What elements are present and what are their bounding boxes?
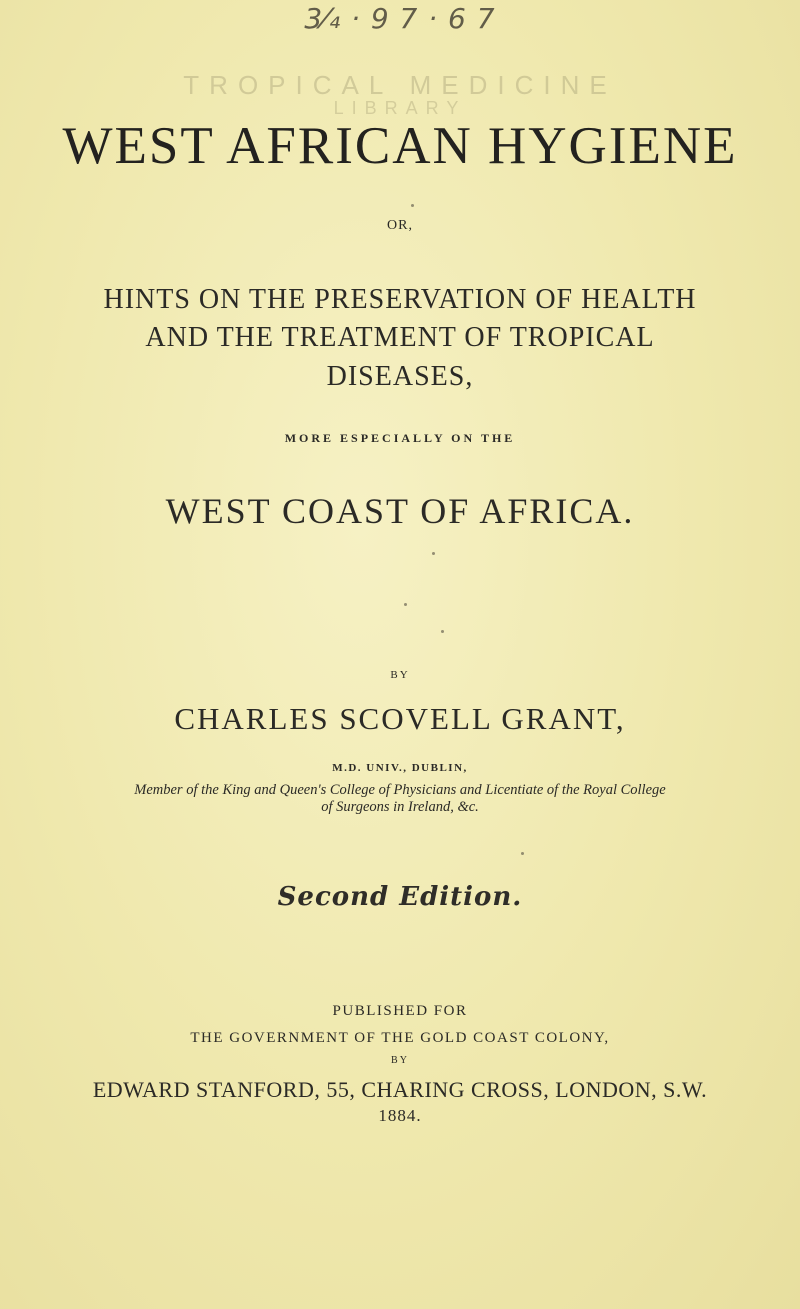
- paper-speck: [521, 852, 524, 855]
- paper-speck: [441, 630, 444, 633]
- book-title: WEST AFRICAN HYGIENE: [62, 117, 738, 175]
- paper-speck: [404, 603, 407, 606]
- more-especially-line: MORE ESPECIALLY ON THE: [284, 431, 516, 445]
- author-credentials-line-2: of Surgeons in Ireland, &c.: [321, 799, 479, 815]
- author-credentials-line-1: Member of the King and Queen's College of Physicians and Licentiate of the Royal College: [134, 782, 666, 798]
- publisher-imprint: EDWARD STANFORD, 55, CHARING CROSS, LONDON, S.W.: [92, 1077, 708, 1102]
- published-for-label: PUBLISHED FOR: [332, 1003, 468, 1019]
- library-stamp: TROPICAL MEDICINE: [183, 70, 617, 100]
- edition-label: Second Edition.: [277, 882, 523, 912]
- or-connector: OR,: [387, 218, 413, 233]
- subtitle-line-2: AND THE TREATMENT OF TROPICAL: [145, 322, 655, 353]
- region-line: WEST COAST OF AFRICA.: [165, 491, 635, 531]
- subtitle-line-3: DISEASES,: [326, 361, 474, 392]
- paper-speck: [411, 204, 414, 207]
- handwritten-shelfmark: 3⁄₄ · 9 7 · 6 7: [304, 2, 496, 35]
- government-line: THE GOVERNMENT OF THE GOLD COAST COLONY,: [190, 1030, 610, 1046]
- author-degrees: M.D. UNIV., DUBLIN,: [332, 762, 468, 774]
- by-author-label: BY: [390, 669, 410, 681]
- by-publisher-label: BY: [391, 1055, 409, 1066]
- paper-speck: [432, 552, 435, 555]
- library-stamp-line2: LIBRARY: [333, 98, 467, 118]
- author-name: CHARLES SCOVELL GRANT,: [174, 701, 626, 736]
- publication-year: 1884.: [378, 1106, 422, 1125]
- subtitle-line-1: HINTS ON THE PRESERVATION OF HEALTH: [103, 284, 697, 315]
